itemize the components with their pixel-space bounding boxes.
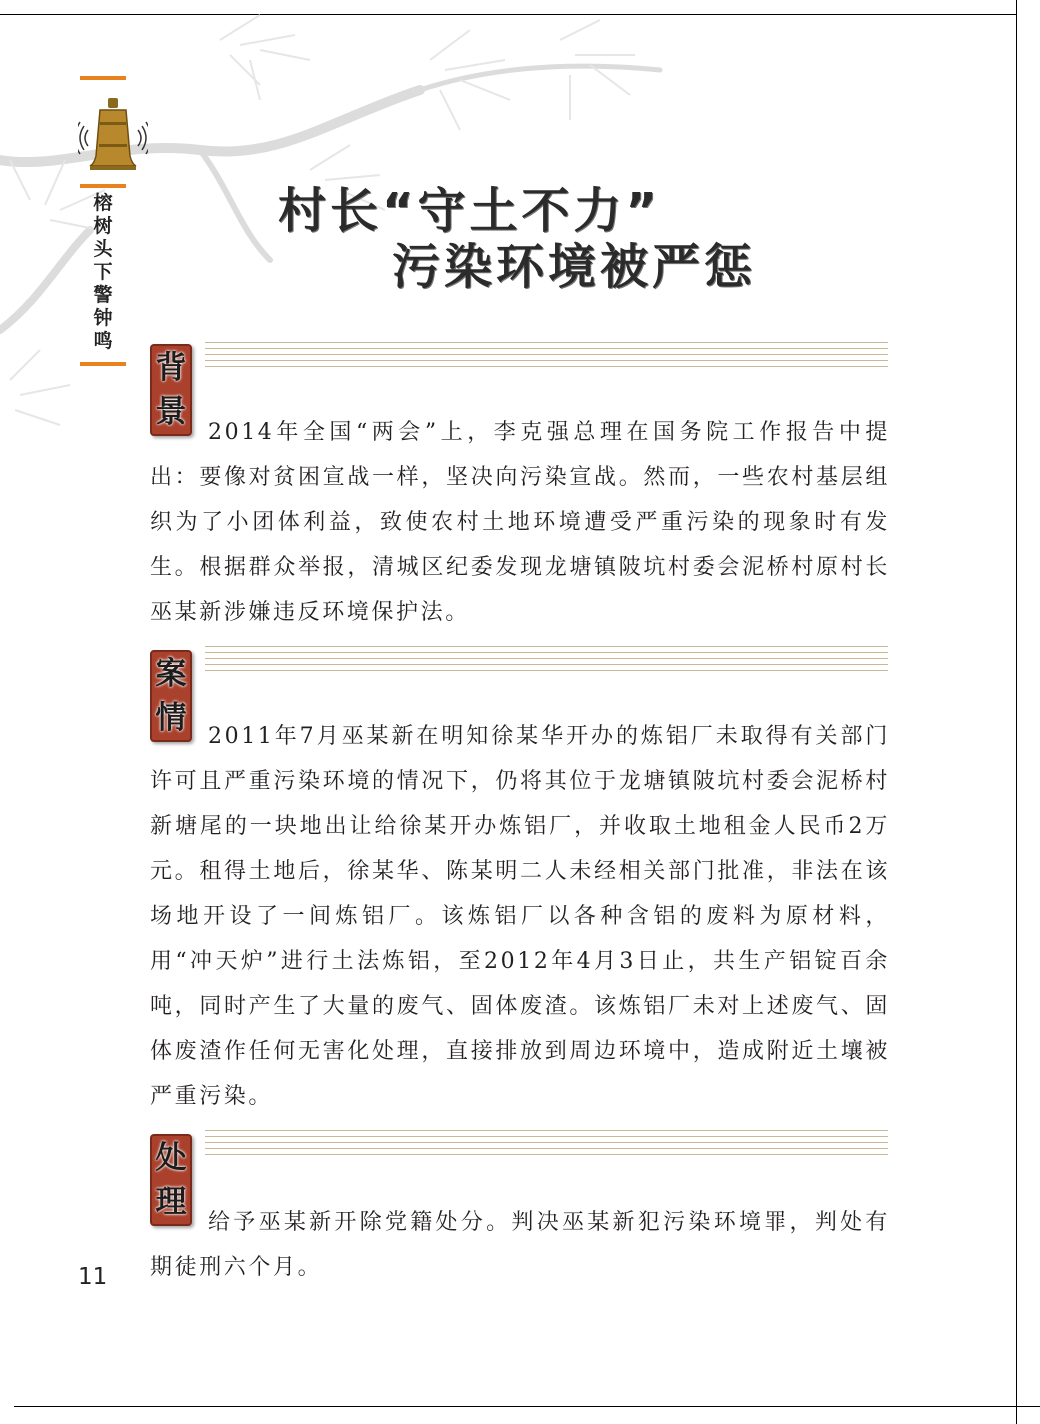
bell-icon: [78, 92, 148, 182]
running-header-title: 榕树头下警钟鸣: [93, 192, 113, 352]
page-number: 11: [78, 1264, 108, 1290]
middle-orange-rule: [80, 184, 126, 188]
badge-char: 案: [155, 656, 187, 692]
section-paragraph-handling: 给予巫某新开除党籍处分。判决巫某新犯污染环境罪，判处有期徒刑六个月。: [150, 1210, 890, 1280]
section-divider: [205, 646, 888, 678]
sidebar-header: [70, 70, 140, 380]
section-paragraph-background: 2014年全国“两会”上，李克强总理在国务院工作报告中提出：要像对贫困宣战一样，坚决向污染宣战。然而，一些农村基层组织为了小团体利益，致使农村土地环境遭受严重污染的现象时有发生。根据群众举报，清城区纪委发现龙塘镇陂坑村委会泥桥村原村长巫某新涉嫌违反环境保护法。: [150, 420, 890, 625]
top-orange-rule: [80, 76, 126, 80]
badge-char: 情: [155, 700, 187, 736]
section-paragraph-case: 2011年7月巫某新在明知徐某华开办的炼铝厂未取得有关部门许可且严重污染环境的情况下，仍将其位于龙塘镇陂坑村委会泥桥村新塘尾的一块地出让给徐某开办炼铝厂，并收取土地租金人民币2万元。租得土地后，徐某华、陈某明二人未经相关部门批准，非法在该场地开设了一间炼铝厂。该炼铝厂以各种含铝的废料为原材料，用“冲天炉”进行土法炼铝，至2012年4月3日止，共生产铝锭百余吨，同时产生了大量的废气、固体废渣。该炼铝厂未对上述废气、固体废渣作任何无害化处理，直接排放到周边环境中，造成附近土壤被严重污染。: [150, 724, 890, 1109]
section-divider: [205, 1130, 888, 1162]
article-title-line-2: 污染环境被严惩: [392, 239, 757, 295]
article-title-line-1: 村长“守土不力”: [278, 183, 662, 239]
badge-char: 景: [155, 394, 187, 430]
badge-char: 理: [155, 1184, 187, 1220]
bottom-orange-rule: [80, 362, 126, 366]
badge-char: 处: [155, 1140, 187, 1176]
badge-char: 背: [155, 350, 187, 386]
section-divider: [205, 342, 888, 374]
